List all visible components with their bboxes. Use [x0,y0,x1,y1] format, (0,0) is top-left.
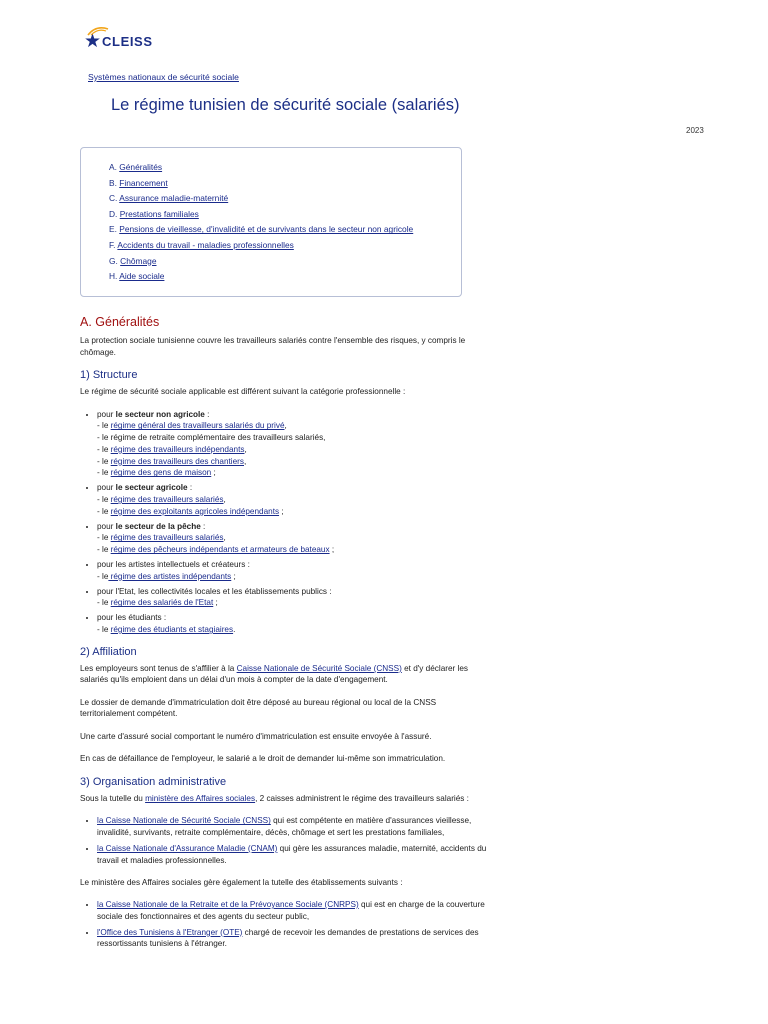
toc-letter: D. [109,208,120,219]
toc-letter: B. [109,177,120,188]
regime-line [97,544,490,556]
group-sector: le secteur de la pêche [115,521,201,531]
organisation-heading: 3) Organisation administrative [80,775,227,788]
toc-item [109,193,461,209]
toc-letter: H. [109,271,120,282]
group-text: pour les étudiants : [97,613,167,623]
regime-line [97,624,490,636]
group-sector: le secteur agricole [115,483,188,493]
regime-text: . [233,625,236,635]
regime-link[interactable]: régime des travailleurs salariés [110,533,224,543]
regime-text: - le [97,495,111,505]
etablissement-item-link[interactable]: l'Office des Tunisiens à l'Etranger (OTE) [97,927,243,937]
regime-link[interactable]: régime des travailleurs salariés [110,495,224,505]
regime-text: - le [97,571,109,581]
affiliation-paragraph-3: Une carte d'assuré social comportant le numéro d'immatriculation est ensuite envoyée à l'assuré. [80,731,432,741]
group-text: pour [97,483,116,493]
affiliation-paragraph-1 [80,663,490,686]
regime-text: , [223,533,226,543]
caisse-item-text: qui est compétente en matière d'assurances vieillesse, invalidité, survivants, retraite complémentaire, décès, chômage et sert les prestations familiales, [97,816,472,838]
regime-link[interactable]: régime général des travailleurs salariés du privé [110,421,285,431]
toc-item [109,240,461,256]
regime-text: ; [211,468,216,478]
regime-text: - le [97,625,111,635]
logo-text: CLEISS [102,33,153,49]
regime-text: - le régime de retraite complémentaire des travailleurs salariés, [97,433,326,443]
structure-group [97,482,490,517]
regime-text: , [223,495,226,505]
structure-heading: 1) Structure [80,369,138,381]
toc-link[interactable]: Chômage [120,255,157,266]
group-text: : [187,483,193,493]
toc-link[interactable]: Assurance maladie-maternité [119,193,229,204]
regime-text: ; [213,598,218,608]
section-a-heading: A. Généralités [80,315,160,329]
etablissement-item-link[interactable]: la Caisse Nationale de la Retraite et de la Prévoyance Sociale (CNRPS) [97,900,359,910]
structure-intro: Le régime de sécurité sociale applicable est différent suivant la catégorie professionnelle : [80,387,406,396]
logo-star-icon: ★ [84,30,102,52]
toc-letter: A. [109,162,120,172]
regime-line [97,571,490,583]
group-text: : [204,409,210,419]
regime-link[interactable]: régime des salariés de l'Etat [110,598,214,608]
regime-link[interactable]: régime des exploitants agricoles indépendants [110,506,280,516]
cnss-link[interactable]: Caisse Nationale de Sécurité Sociale (CNSS) [236,663,402,673]
group-text: pour [97,521,116,531]
regime-line [97,597,490,609]
organisation-text: , 2 caisses administrent le régime des travailleurs salariés : [255,793,469,803]
regime-link[interactable]: régime des pêcheurs indépendants et armateurs de bateaux [110,545,330,555]
regime-text: , [244,444,247,454]
structure-group [97,521,490,556]
ministere-link[interactable]: ministère des Affaires sociales [145,793,256,803]
regime-line [97,532,490,544]
regime-link[interactable]: régime des étudiants et stagiaires [110,625,234,635]
toc-letter: F. [109,239,118,250]
caisse-item-link[interactable]: la Caisse Nationale d'Assurance Maladie (CNAM) [97,843,278,853]
regime-line [97,467,490,479]
regime-line [97,456,490,468]
toc-link[interactable]: Aide sociale [119,271,165,282]
regime-text: - le [97,468,111,478]
organisation-paragraph-1 [80,793,490,805]
regime-text: - le [97,533,111,543]
group-text: : [200,521,206,531]
regime-link[interactable]: régime des gens de maison [110,468,212,478]
toc-link[interactable]: Généralités [119,162,163,172]
group-sector: le secteur non agricole [115,409,205,419]
toc-item [109,178,461,194]
toc-link[interactable]: Pensions de vieillesse, d'invalidité et de survivants dans le secteur non agricole [119,224,414,235]
affiliation-text: et d'y déclarer les salariés qu'ils emploient dans un délai d'un mois à compter de la date d'engagement. [80,663,468,685]
toc-link[interactable]: Financement [119,177,168,188]
caisse-item [97,815,490,839]
etablissements-list [80,899,490,950]
logo-arc-icon [86,26,112,36]
toc-item [109,162,461,178]
regime-text: - le [97,506,111,516]
regime-text: , [284,421,287,431]
toc-link[interactable]: Prestations familiales [119,208,199,219]
regime-line [97,420,490,432]
toc-letter: E. [109,224,120,235]
regime-text: ; [329,545,335,555]
regime-text: ; [279,506,284,516]
affiliation-heading: 2) Affiliation [80,645,137,658]
breadcrumb-link[interactable]: Systèmes nationaux de sécurité sociale [88,72,239,82]
caisse-item-link[interactable]: la Caisse Nationale de Sécurité Sociale (CNSS) [97,816,271,826]
regime-line [97,444,490,456]
toc-letter: G. [109,255,121,266]
group-text: pour [97,409,116,419]
toc-item [109,224,461,240]
caisse-item [97,843,490,867]
organisation-text: Sous la tutelle du [80,793,146,803]
regime-line [97,506,490,518]
main-content [80,312,490,960]
caisse-item-text: qui gère les assurances maladie, maternité, accidents du travail et maladies professionnelles. [97,843,487,865]
regime-text: - le [97,545,111,555]
regime-link[interactable]: régime des travailleurs des chantiers [110,456,244,466]
toc-item [109,256,461,272]
etablissement-item-text: qui est en charge de la couverture sociale des fonctionnaires et des agents du secteur public, [97,900,485,921]
publication-year: 2023 [686,126,704,135]
regime-text: - le [97,421,111,431]
regime-text: - le [97,444,111,454]
regime-link[interactable]: régime des travailleurs indépendants [110,444,245,454]
cleiss-logo[interactable] [84,28,153,54]
etablissement-item-text: chargé de recevoir les demandes de prestations de services des ressortissants tunisiens à l'étranger. [97,927,479,949]
regime-text: ; [231,571,236,581]
structure-group [97,559,490,583]
caisses-list [80,815,490,866]
etablissement-item [97,899,490,923]
toc-list [81,148,461,287]
affiliation-paragraph-2: Le dossier de demande d'immatriculation doit être déposé au bureau régional ou local de la CNSS territorialement compétent. [80,697,437,719]
etablissement-item [97,927,490,951]
regime-line [97,432,490,444]
structure-group [97,586,490,610]
structure-group [97,612,490,636]
toc-letter: C. [109,193,120,204]
structure-list [80,409,490,636]
regime-text: - le [97,456,111,466]
toc-link[interactable]: Accidents du travail - maladies professionnelles [117,239,294,250]
regime-line [97,494,490,506]
regime-link[interactable]: régime des artistes indépendants [108,571,232,581]
regime-text: , [244,456,247,466]
affiliation-paragraph-4: En cas de défaillance de l'employeur, le salarié a le droit de demander lui-même son immatriculation. [80,754,446,764]
organisation-paragraph-2: Le ministère des Affaires sociales gère également la tutelle des établissements suivants : [80,877,403,887]
section-a-intro: La protection sociale tunisienne couvre les travailleurs salariés contre l'ensemble des risques, y compris le chômage. [80,336,466,357]
page-title: Le régime tunisien de sécurité sociale (salariés) [111,96,460,114]
toc-item [109,209,461,225]
table-of-contents [80,147,462,297]
toc-item [109,271,461,287]
regime-text: - le [97,598,111,608]
group-text: pour les artistes intellectuels et créateurs : [97,560,250,570]
structure-group [97,409,490,480]
group-text: pour l'Etat, les collectivités locales et les établissements publics : [97,586,332,596]
affiliation-text: Les employeurs sont tenus de s'affilier à la [80,663,237,673]
